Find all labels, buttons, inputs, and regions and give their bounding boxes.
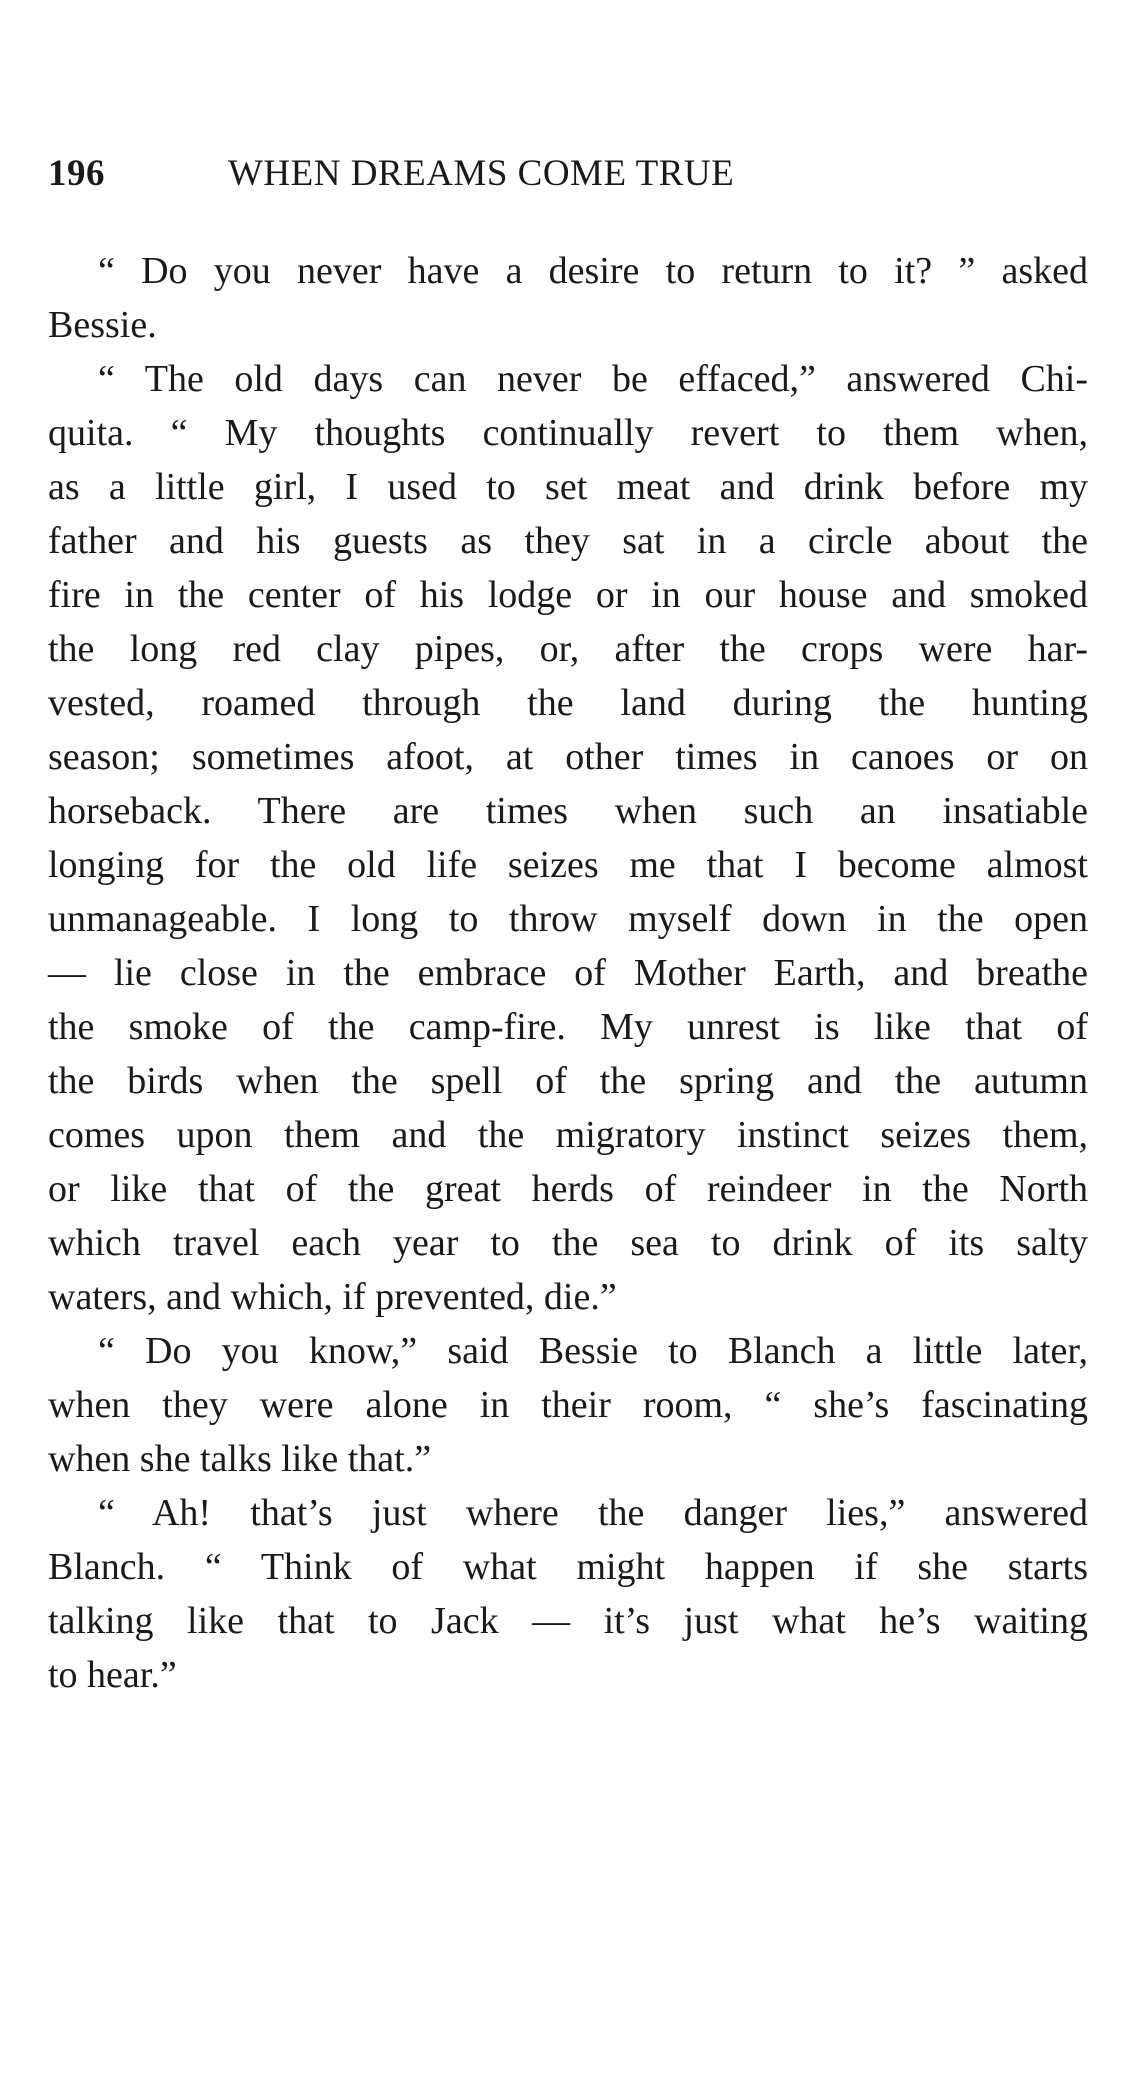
page-number: 196 (48, 153, 105, 194)
body-text (48, 244, 1088, 1702)
text-line: fire in the center of his lodge or in our house and smoked (48, 574, 1088, 616)
text-line: “ The old days can never be effaced,” answered Chi- (98, 358, 1088, 400)
book-title: WHEN DREAMS COME TRUE (228, 153, 735, 194)
text-line: or like that of the great herds of reindeer in the North (48, 1168, 1088, 1210)
text-line: talking like that to Jack — it’s just what he’s waiting (48, 1600, 1088, 1642)
text-line: when she talks like that.” (48, 1438, 432, 1480)
paragraph-chiquita-reply (48, 352, 1088, 1324)
text-line: comes upon them and the migratory instinct seizes them, (48, 1114, 1088, 1156)
text-line: — lie close in the embrace of Mother Earth, and breathe (48, 952, 1088, 994)
text-line: waters, and which, if prevented, die.” (48, 1276, 617, 1318)
text-line: “ Do you know,” said Bessie to Blanch a little later, (98, 1330, 1088, 1372)
text-line: which travel each year to the sea to drink of its salty (48, 1222, 1088, 1264)
text-line: as a little girl, I used to set meat and drink before my (48, 466, 1088, 508)
text-line: horseback. There are times when such an insatiable (48, 790, 1088, 832)
text-line: to hear.” (48, 1654, 177, 1696)
text-line: season; sometimes afoot, at other times in canoes or on (48, 736, 1088, 778)
text-line: vested, roamed through the land during the hunting (48, 682, 1088, 724)
paragraph-blanch-reply (48, 1486, 1088, 1702)
text-line: the birds when the spell of the spring and the autumn (48, 1060, 1088, 1102)
text-line: longing for the old life seizes me that I become almost (48, 844, 1088, 886)
text-line: the long red clay pipes, or, after the crops were har- (48, 628, 1088, 670)
text-line: “ Ah! that’s just where the danger lies,” answered (98, 1492, 1088, 1534)
text-line: father and his guests as they sat in a circle about the (48, 520, 1088, 562)
text-line: unmanageable. I long to throw myself down in the open (48, 898, 1088, 940)
text-line: quita. “ My thoughts continually revert to them when, (48, 412, 1088, 454)
text-line: “ Do you never have a desire to return to it? ” asked (98, 250, 1088, 292)
paragraph-bessie-remark (48, 1324, 1088, 1486)
text-line: Bessie. (48, 304, 157, 346)
paragraph-question (48, 244, 1088, 352)
running-head (48, 152, 1088, 202)
text-line: when they were alone in their room, “ she’s fascinating (48, 1384, 1088, 1426)
text-line: Blanch. “ Think of what might happen if she starts (48, 1546, 1088, 1588)
text-line: the smoke of the camp-fire. My unrest is like that of (48, 1006, 1088, 1048)
